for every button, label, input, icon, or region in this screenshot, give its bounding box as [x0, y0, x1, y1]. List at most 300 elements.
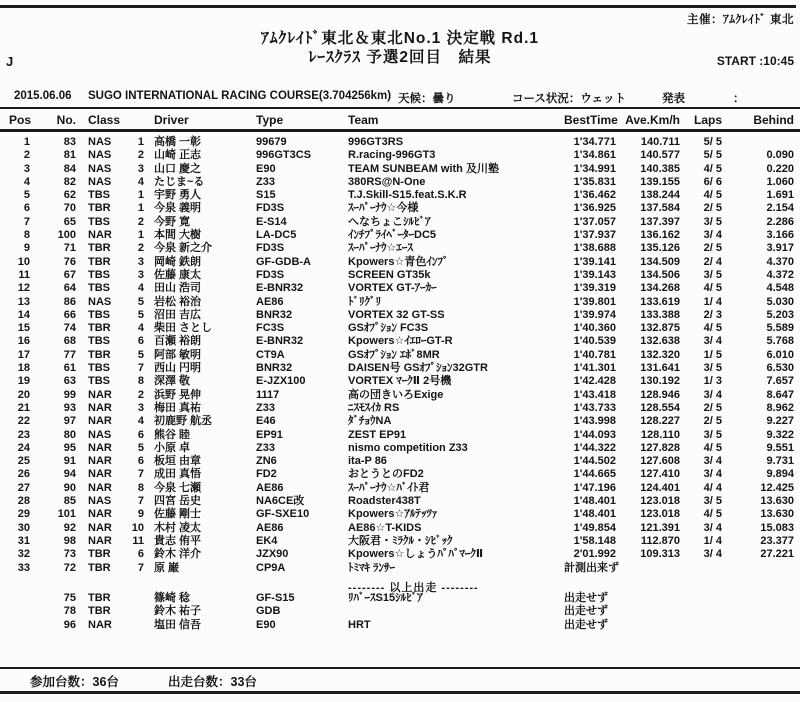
announce-label: 発表 [662, 93, 685, 105]
footer-rule-bottom [0, 691, 800, 694]
besttime-cell: 1'43.998 [573, 415, 616, 428]
laps-cell: 2/ 5 [703, 202, 722, 215]
result-row [4, 216, 796, 229]
team-cell: 高の団きいろExige [348, 388, 444, 401]
class-cell: NAS [88, 495, 112, 508]
driver-cell: 岡崎 鉄朗 [154, 255, 202, 268]
driver-cell: 高橋 一彰 [154, 136, 202, 148]
class-rank-cell: 1 [137, 136, 144, 148]
position-cell: 8 [23, 229, 30, 242]
driver-cell: 阿部 敏明 [154, 348, 202, 361]
col-header-type: Type [256, 113, 284, 127]
team-cell: ｽｰﾊﾟｰﾅｳ☆今様 [348, 202, 419, 215]
besttime-cell: 1'40.360 [573, 322, 616, 335]
header-rule-bottom [0, 129, 800, 132]
car-type-cell: ZN6 [256, 455, 277, 468]
session-subtitle: ﾚｰｽｸﾗｽ 予選2回目 結果 [308, 49, 492, 66]
class-cell: TBR [88, 592, 111, 604]
car-type-cell: GDB [256, 605, 281, 618]
laps-cell: 3/ 4 [703, 388, 722, 401]
team-cell: AE86☆T-KIDS [348, 521, 422, 534]
class-cell: TBS [88, 335, 110, 348]
car-type-cell: FC3S [256, 322, 285, 335]
car-type-cell: CP9A [256, 561, 286, 574]
team-cell: T.J.Skill-S15.feat.S.K.R [348, 189, 467, 202]
car-number-cell: 96 [63, 618, 76, 631]
car-type-cell: Z33 [256, 441, 275, 454]
course-name: SUGO INTERNATIONAL RACING COURSE(3.704256km) [88, 90, 392, 102]
avg-speed-cell: 128.554 [640, 401, 680, 414]
avg-speed-cell: 134.268 [640, 282, 680, 295]
col-header-avespeed: Ave.Km/h [625, 113, 680, 127]
position-cell: 28 [17, 495, 30, 508]
driver-cell: たじま~る [154, 175, 205, 188]
car-number-cell: 84 [63, 162, 76, 175]
class-cell: NAR [88, 455, 112, 468]
result-row [4, 349, 796, 362]
laps-cell: 3/ 4 [703, 521, 722, 534]
besttime-cell: 1'41.301 [573, 362, 616, 375]
weather-label: 天候：曇り [398, 93, 456, 105]
class-cell: TBR [88, 322, 111, 335]
car-type-cell: FD3S [256, 202, 285, 215]
behind-cell [722, 605, 794, 618]
class-cell: NAR [88, 415, 112, 428]
team-cell: ｽｰﾊﾟｰﾅｳ☆ﾊﾞｲﾄ君 [348, 481, 430, 494]
class-rank-cell: 1 [137, 229, 144, 242]
car-number-cell: 99 [63, 388, 76, 401]
besttime-cell: 1'39.974 [573, 308, 616, 321]
position-cell: 33 [17, 561, 30, 574]
laps-cell: 4/ 5 [703, 322, 722, 335]
avg-speed-cell: 134.509 [640, 255, 680, 268]
car-number-cell: 65 [63, 215, 76, 228]
team-cell: Kpowers☆しょうﾊﾟﾊﾟﾏｰｸⅡ [348, 548, 484, 561]
driver-cell: 田山 浩司 [154, 282, 202, 295]
car-number-cell: 66 [63, 308, 76, 321]
behind-cell: 2.154 [766, 202, 794, 215]
class-rank-cell: 7 [137, 561, 144, 574]
team-cell: 996GT3RS [348, 136, 404, 148]
driver-cell: 宇野 勇人 [154, 189, 202, 202]
class-cell: NAS [88, 428, 112, 441]
behind-cell: 27.221 [760, 548, 794, 561]
class-cell: TBS [88, 375, 110, 388]
class-cell: TBR [88, 255, 111, 268]
position-cell: 29 [17, 508, 30, 521]
team-cell [348, 605, 564, 618]
besttime-cell: 1'44.665 [573, 468, 616, 481]
driver-cell: 深澤 敬 [154, 375, 191, 388]
driver-cell: 小原 卓 [154, 441, 191, 454]
class-cell: NAR [88, 481, 112, 494]
team-cell: Kpowers☆ｲｴﾛｰGT-R [348, 335, 453, 348]
position-cell: 2 [23, 149, 30, 162]
behind-cell: 9.322 [766, 428, 794, 441]
avg-speed-cell: 131.641 [640, 362, 680, 375]
car-number-cell: 76 [63, 255, 76, 268]
class-rank-cell: 2 [137, 149, 144, 162]
class-rank-cell: 7 [137, 495, 144, 508]
class-cell: NAR [88, 508, 112, 521]
col-header-no: No. [56, 113, 76, 127]
avg-speed-cell [616, 562, 680, 575]
driver-cell: 浜野 晃伸 [154, 388, 202, 401]
behind-cell: 6.010 [766, 348, 794, 361]
car-number-cell: 67 [63, 268, 76, 281]
course-condition-label: コース状況：ウェット [512, 93, 626, 105]
result-row [4, 482, 796, 495]
driver-cell: 柴田 さとし [154, 322, 213, 335]
avg-speed-cell [616, 592, 680, 605]
team-cell: Kpowers☆ｱﾙﾃｯﾂｧ [348, 508, 438, 521]
class-cell: NAR [88, 441, 112, 454]
class-cell: TBS [88, 189, 110, 202]
class-cell: TBR [88, 605, 111, 618]
avg-speed-cell: 109.313 [640, 548, 680, 561]
dns-row [4, 592, 796, 605]
team-cell: Kpowers☆青色ｲﾝﾌﾟ [348, 255, 449, 268]
car-number-cell: 82 [63, 175, 76, 188]
class-rank-cell: 3 [137, 255, 144, 268]
class-rank-cell: 7 [137, 362, 144, 375]
class-cell: NAR [88, 388, 112, 401]
dns-table-body [4, 592, 796, 632]
car-number-cell: 94 [63, 468, 76, 481]
top-rule [0, 5, 796, 8]
col-header-behind: Behind [753, 113, 794, 127]
team-cell: おとうとのFD2 [348, 468, 424, 481]
laps-cell: 1/ 4 [703, 295, 722, 308]
class-rank-cell [128, 605, 144, 618]
col-header-pos: Pos [9, 113, 32, 127]
avg-speed-cell: 137.397 [640, 215, 680, 228]
avg-speed-cell: 140.711 [640, 136, 680, 148]
class-cell: NAR [88, 534, 112, 547]
car-type-cell: CT9A [256, 348, 285, 361]
avg-speed-cell: 128.110 [640, 428, 680, 441]
avg-speed-cell: 133.388 [640, 308, 680, 321]
class-rank-cell: 6 [137, 428, 144, 441]
laps-cell [680, 605, 722, 618]
result-row [4, 495, 796, 508]
avg-speed-cell: 139.155 [640, 175, 680, 188]
position-cell [4, 605, 30, 618]
laps-cell: 4/ 5 [703, 162, 722, 175]
besttime-cell: 1'40.781 [573, 348, 616, 361]
class-cell: NAR [88, 521, 112, 534]
avg-speed-cell: 127.608 [640, 455, 680, 468]
class-rank-cell: 6 [137, 335, 144, 348]
avg-speed-cell: 132.875 [640, 322, 680, 335]
besttime-cell: 1'43.418 [573, 388, 616, 401]
team-cell: R.racing-996GT3 [348, 149, 436, 162]
team-cell: HRT [348, 618, 371, 631]
position-cell: 26 [17, 468, 30, 481]
result-row [4, 389, 796, 402]
car-type-cell: E-JZX100 [256, 375, 306, 388]
car-type-cell: Z33 [256, 401, 275, 414]
position-cell: 12 [17, 282, 30, 295]
team-cell: ﾘﾊﾞｰｽS15ｼﾙﾋﾞｱ [348, 592, 423, 604]
header-rule-top [0, 107, 800, 109]
car-type-cell: JZX90 [256, 548, 289, 561]
car-number-cell: 80 [63, 428, 76, 441]
laps-cell: 4/ 5 [703, 189, 722, 202]
dns-row [4, 619, 796, 632]
laps-cell: 2/ 5 [703, 401, 722, 414]
driver-cell: 本間 大樹 [154, 229, 202, 242]
team-cell: GSｵﾌﾟｼｮﾝ FC3S [348, 322, 429, 335]
col-header-besttime: BestTime [564, 113, 618, 127]
behind-cell: 6.530 [766, 362, 794, 375]
col-header-class: Class [88, 113, 121, 127]
car-number-cell: 64 [63, 282, 76, 295]
results-table-body [4, 136, 796, 575]
team-cell: ﾄﾞﾘｸﾞﾘ [348, 295, 381, 308]
result-row [4, 508, 796, 521]
result-row [4, 149, 796, 162]
driver-cell: 貴志 侑平 [154, 534, 202, 547]
starters-separator: -------- 以上出走 -------- [348, 582, 479, 594]
driver-cell: 熊谷 睦 [154, 428, 191, 441]
car-type-cell: FD3S [256, 242, 285, 255]
car-number-cell: 75 [63, 592, 76, 604]
besttime-cell: 1'34.861 [573, 149, 616, 162]
besttime-cell: 1'40.539 [573, 335, 616, 348]
class-rank-cell: 7 [137, 468, 144, 481]
laps-cell: 2/ 4 [703, 255, 722, 268]
laps-cell: 3/ 5 [703, 268, 722, 281]
car-number-cell: 97 [63, 415, 76, 428]
laps-cell: 1/ 3 [703, 375, 722, 388]
besttime-cell: 出走せず [564, 605, 608, 618]
behind-cell: 5.203 [766, 308, 794, 321]
class-cell: NAR [88, 229, 112, 242]
laps-cell [680, 592, 722, 605]
avg-speed-cell: 140.385 [640, 162, 680, 175]
behind-cell: 4.372 [766, 268, 794, 281]
class-cell: TBR [88, 348, 111, 361]
besttime-cell: 1'35.831 [573, 175, 616, 188]
avg-speed-cell: 123.018 [640, 495, 680, 508]
result-row [4, 522, 796, 535]
driver-cell: 今野 寛 [154, 215, 191, 228]
car-type-cell: GF-GDB-A [256, 255, 311, 268]
position-cell: 5 [23, 189, 30, 202]
avg-speed-cell: 135.126 [640, 242, 680, 255]
class-rank-cell: 4 [137, 282, 144, 295]
class-rank-cell [128, 619, 144, 632]
result-row [4, 375, 796, 388]
driver-cell: 四宮 岳史 [154, 495, 202, 508]
position-cell: 19 [17, 375, 30, 388]
position-cell: 13 [17, 295, 30, 308]
team-cell: ｲﾝﾁﾌﾟﾗｲﾍﾞｰﾀｰDC5 [348, 229, 437, 242]
avg-speed-cell: 136.162 [640, 229, 680, 242]
position-cell: 16 [17, 335, 30, 348]
besttime-cell: 1'42.428 [573, 375, 616, 388]
behind-cell: 23.377 [760, 534, 794, 547]
result-row [4, 415, 796, 428]
car-type-cell: LA-DC5 [256, 229, 297, 242]
laps-cell: 1/ 4 [703, 534, 722, 547]
car-number-cell: 92 [63, 521, 76, 534]
result-row [4, 455, 796, 468]
besttime-cell: 1'34.991 [573, 162, 616, 175]
besttime-cell: 計測出来ず [564, 561, 619, 574]
position-cell: 11 [18, 268, 30, 281]
behind-cell: 5.030 [766, 295, 794, 308]
avg-speed-cell: 140.577 [640, 149, 680, 162]
car-type-cell: E90 [256, 162, 276, 175]
position-cell [4, 592, 30, 605]
class-rank-cell: 5 [137, 441, 144, 454]
laps-cell [680, 562, 722, 575]
team-cell: へなちょこｼﾙﾋﾞｱ [348, 215, 431, 228]
driver-cell: 今泉 七瀬 [154, 481, 202, 494]
class-rank-cell: 4 [137, 175, 144, 188]
driver-cell: 塩田 信吾 [154, 618, 202, 631]
class-cell: NAR [88, 401, 112, 414]
class-rank-cell: 1 [137, 202, 144, 215]
behind-cell: 9.894 [766, 468, 794, 481]
car-type-cell: E-S14 [256, 215, 287, 228]
position-cell: 24 [17, 441, 30, 454]
result-row [4, 202, 796, 215]
car-type-cell: E90 [256, 618, 276, 631]
position-cell: 31 [17, 534, 30, 547]
behind-cell [722, 562, 794, 575]
footer-rule-top [0, 667, 800, 669]
class-cell: TBS [88, 215, 110, 228]
class-rank-cell: 4 [137, 322, 144, 335]
besttime-cell: 1'36.462 [573, 189, 616, 202]
besttime-cell: 1'48.401 [573, 508, 616, 521]
behind-cell [722, 619, 794, 632]
car-type-cell: 996GT3CS [256, 149, 312, 162]
class-cell: NAS [88, 295, 112, 308]
besttime-cell: 2'01.992 [573, 548, 616, 561]
driver-cell: 佐藤 剛士 [154, 508, 202, 521]
class-rank-cell: 4 [137, 415, 144, 428]
result-row [4, 402, 796, 415]
class-rank-cell: 5 [137, 295, 144, 308]
driver-cell: 沼田 吉広 [154, 308, 202, 321]
laps-cell: 6/ 6 [703, 175, 722, 188]
avg-speed-cell: 112.870 [640, 534, 680, 547]
class-cell: NAS [88, 136, 112, 148]
car-type-cell: BNR32 [256, 362, 293, 375]
class-rank-cell: 9 [137, 508, 144, 521]
result-row [4, 468, 796, 481]
event-date: 2015.06.06 [14, 90, 72, 102]
position-cell: 23 [17, 428, 30, 441]
driver-cell: 原 巌 [154, 561, 180, 574]
behind-cell: 15.083 [760, 521, 794, 534]
class-rank-cell [128, 592, 144, 605]
team-cell: SCREEN GT35k [348, 268, 431, 281]
besttime-cell: 出走せず [564, 618, 608, 631]
besttime-cell: 1'44.502 [573, 455, 616, 468]
avg-speed-cell: 128.227 [640, 415, 680, 428]
car-number-cell: 63 [63, 375, 76, 388]
col-header-driver: Driver [154, 113, 189, 127]
result-row [4, 548, 796, 561]
laps-cell: 1/ 5 [703, 348, 722, 361]
avg-speed-cell: 132.320 [640, 348, 680, 361]
car-type-cell: FD2 [256, 468, 277, 481]
class-cell: TBS [88, 282, 110, 295]
besttime-cell: 1'39.801 [573, 295, 616, 308]
position-cell: 18 [17, 362, 30, 375]
team-cell: ita-P 86 [348, 455, 387, 468]
class-cell: TBR [88, 548, 111, 561]
driver-cell: 百瀬 裕朗 [154, 335, 202, 348]
behind-cell: 9.731 [766, 455, 794, 468]
organizer-label: 主催：ｱﾑｸﾚｲﾄﾞ 東北 [687, 14, 794, 26]
driver-cell: 今泉 新之介 [154, 242, 213, 255]
laps-cell: 3/ 4 [703, 548, 722, 561]
class-cell: TBR [88, 561, 111, 574]
driver-cell: 佐藤 康太 [154, 268, 202, 281]
class-cell: TBS [88, 268, 110, 281]
team-cell: nismo competition Z33 [348, 441, 468, 454]
laps-cell: 3/ 5 [703, 362, 722, 375]
laps-cell: 3/ 5 [703, 215, 722, 228]
position-cell: 6 [23, 202, 30, 215]
team-cell: VORTEX 32 GT-SS [348, 308, 445, 321]
behind-cell: 9.551 [766, 441, 794, 454]
class-rank-cell: 6 [137, 548, 144, 561]
driver-cell: 岩松 裕治 [154, 295, 202, 308]
driver-cell: 板垣 由章 [154, 455, 202, 468]
team-cell: Roadster438T [348, 495, 421, 508]
driver-cell: 初鹿野 航丞 [154, 415, 213, 428]
result-row [4, 335, 796, 348]
position-cell: 10 [17, 255, 30, 268]
result-row [4, 322, 796, 335]
behind-cell: 4.548 [766, 282, 794, 295]
class-rank-cell: 6 [137, 455, 144, 468]
avg-speed-cell: 138.244 [640, 189, 680, 202]
car-type-cell: 1117 [256, 388, 280, 401]
car-type-cell: GF-S15 [256, 592, 295, 604]
class-cell: TBS [88, 308, 110, 321]
result-row [4, 296, 796, 309]
event-info-row [0, 90, 800, 104]
class-rank-cell: 8 [137, 375, 144, 388]
besttime-cell: 1'43.733 [573, 401, 616, 414]
car-number-cell: 72 [63, 561, 76, 574]
driver-cell: 西山 円明 [154, 362, 202, 375]
driver-cell: 山崎 正志 [154, 149, 202, 162]
team-cell: TEAM SUNBEAM with 及川塾 [348, 162, 499, 175]
class-rank-cell: 1 [137, 189, 144, 202]
result-row [4, 242, 796, 255]
class-cell: NAR [88, 468, 112, 481]
laps-cell: 3/ 4 [703, 468, 722, 481]
team-cell: GSｵﾌﾟｼｮﾝ ｴﾎﾞ8MR [348, 348, 440, 361]
result-row [4, 282, 796, 295]
avg-speed-cell: 121.391 [640, 521, 680, 534]
besttime-cell: 1'47.196 [573, 481, 616, 494]
position-cell: 27 [17, 481, 30, 494]
position-cell: 7 [23, 215, 30, 228]
car-number-cell: 101 [57, 508, 76, 521]
car-type-cell: AE86 [256, 481, 284, 494]
behind-cell: 5.589 [766, 322, 794, 335]
